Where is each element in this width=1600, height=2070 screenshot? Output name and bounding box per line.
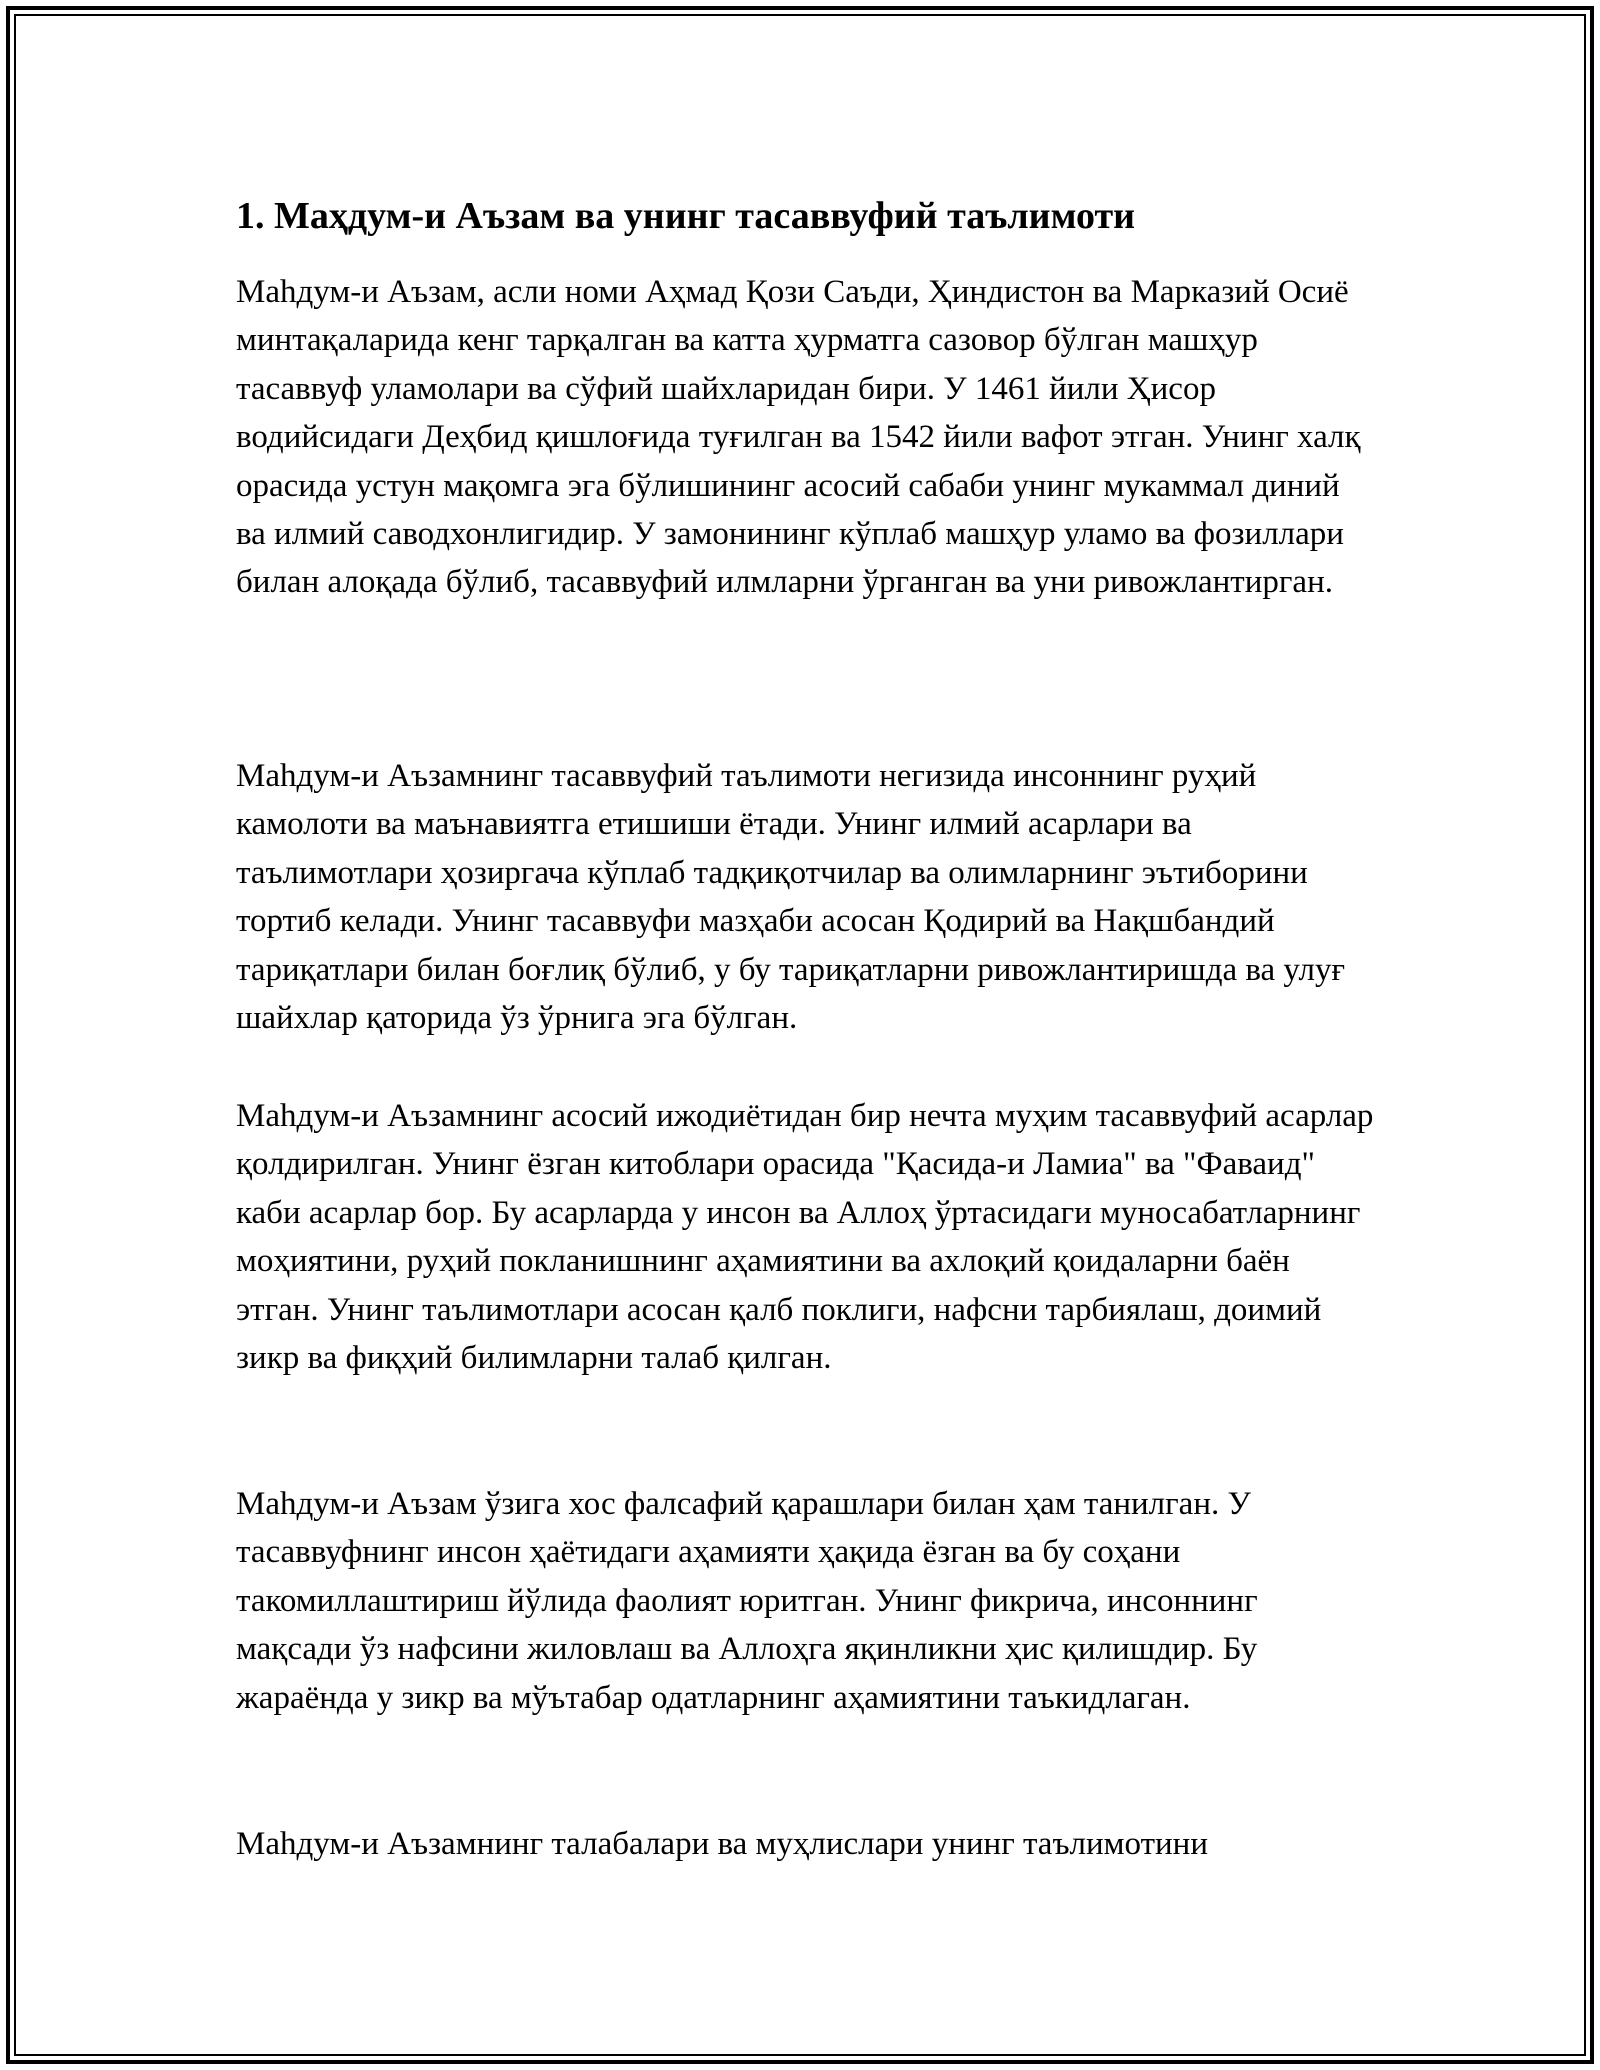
document-body xyxy=(236,188,1376,1862)
paragraph-3: Маһдум-и Аъзамнинг асосий ижодиётидан бир нечта муҳим тасаввуфий асарлар қолдирилган. Унинг ёзган китоблари орасида "Қасида-и Ламиа" ва "Фаваид" каби асарлар бор. Бу асарларда у инсон ва Аллоҳ ўртасидаги муносабатларнинг моҳиятини, руҳий покланишнинг аҳамиятини ва ахлоқий қоидаларни баён этган. Унинг таълимотлари асосан қалб поклиги, нафсни тарбиялаш, доимий зикр ва фиқҳий билимларни талаб қилган. xyxy=(236,1098,1374,1377)
paragraph-5: Маһдум-и Аъзамнинг талабалари ва муҳлислари унинг таълимотини xyxy=(236,1826,1208,1862)
paragraph-2: Маһдум-и Аъзамнинг тасаввуфий таълимоти негизида инсоннинг руҳий камолоти ва маънавиятга етишиши ётади. Унинг илмий асарлари ва таълимотлари ҳозиргача кўплаб тадқиқотчилар ва олимларнинг эътиборини тортиб келади. Унинг тасаввуфи мазҳаби асосан Қодирий ва Нақшбандий тариқатлари билан боғлиқ бўлиб, у бу тариқатларни ривожлантиришда ва улуғ шайхлар қаторида ўз ўрнига эга бўлган. xyxy=(236,758,1345,1037)
paragraph-1: Маһдум-и Аъзам, асли номи Аҳмад Қози Саъди, Ҳиндистон ва Марказий Осиё минтақаларида кенг тарқалган ва катта ҳурматга сазовор бўлган машҳур тасаввуф уламолари ва сўфий шайхларидан бири. У 1461 йили Ҳисор водийсидаги Деҳбид қишлоғида туғилган ва 1542 йили вафот этган. Унинг халқ орасида устун мақомга эга бўлишининг асосий сабаби унинг мукаммал диний ва илмий саводхонлигидир. У замонининг кўплаб машҳур уламо ва фозиллари билан алоқада бўлиб, тасаввуфий илмларни ўрганган ва уни ривожлантирган. xyxy=(236,274,1361,601)
paragraph-4: Маһдум-и Аъзам ўзига хос фалсафий қарашлари билан ҳам танилган. У тасаввуфнинг инсон ҳаётидаги аҳамияти ҳақида ёзган ва бу соҳани такомиллаштириш йўлида фаолият юритган. Унинг фикрича, инсоннинг мақсади ўз нафсини жиловлаш ва Аллоҳга яқинликни ҳис қилишдир. Бу жараёнда у зикр ва мўътабар одатларнинг аҳамиятини таъкидлаган. xyxy=(236,1486,1258,1716)
section-heading: 1. Маҳдум-и Аъзам ва унинг тасаввуфий таълимоти xyxy=(236,195,1136,237)
